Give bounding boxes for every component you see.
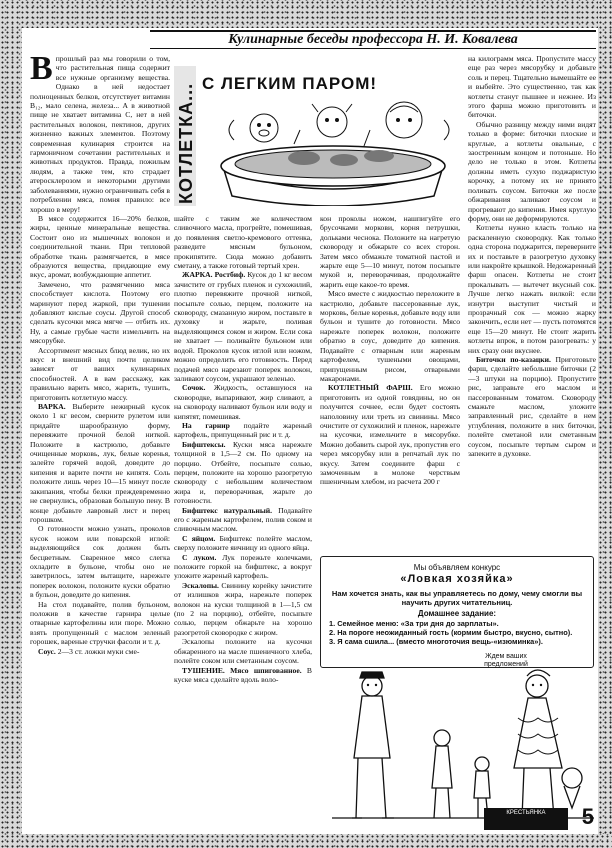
subheading: ВАРКА.: [38, 402, 66, 412]
paragraph: Подавайте его с жареным картофелем, полив соком и сливочным маслом.: [174, 505, 312, 534]
article-column-1: [30, 54, 170, 824]
subheading: КОТЛЕТНЫЙ ФАРШ.: [328, 383, 413, 393]
speckled-border-left: [0, 0, 22, 848]
cooking-pot-illustration: [204, 100, 462, 206]
subheading: Эскалопы.: [182, 580, 219, 590]
contest-announcement: [318, 554, 596, 834]
contest-task-label: Домашнее задание:: [417, 609, 497, 618]
contest-task-item: 3. Я сама сшила... (вместо многоточия вещь-«изюминка»).: [329, 637, 543, 646]
subheading: Бифштексы.: [182, 439, 226, 449]
page-number: 5: [581, 804, 594, 829]
paragraph: Выберите нежирный кусок около 1 кг весом, сверните рулетом или придайте шарообразную форму, перевяжите прочной белой ниткой. Положите в кастрюлю, добавьте очищенные морковь, лук, белые коренья, залейте горячей водой, доведите до кипения и варите почти не кипятя. Соль положите лишь через 10—15 минут после закипания, чтобы белки преждевременно не свернулись, образовав большую пену. В конце добавьте лавровый лист и перец горошком.: [30, 402, 170, 524]
paragraph: шайте с таким же количеством сливочного масла, прогрейте, помешивая, до появления светло-кремового оттенка, разведите мясным бульоном, прокипятите. Сюда можно добавить сметану, а также готовый тертый хрен.: [174, 214, 312, 271]
paragraph: Ассортимент мясных блюд велик, но их вкус и внешний вид почти целиком зависят от ваших кулинарных способностей. А в вам расскажу, как правильно варить мясо, жарить, тушить, приготовить котлетную массу.: [30, 345, 170, 402]
paragraph: Котлеты нужно класть только на раскаленную сковородку. Как только одна сторона поджарится, переверните их и поставьте в разогретую духовку или накройте крышкой. Недожаренный фарш опасен. Котлеты не стоит прокалывать — вытечет вкусный сок. Лучше легко нажать вилкой: если изнутри выступит чистый и прозрачный сок — можно жарку закончить, если нет — пусть потомятся еще 15—20 минут. Не стоит жарить котлеты впрок, в потом разогревать: у них сразу они вкуснее.: [468, 223, 596, 355]
paragraph: В мясе содержится 16—20% белков, жиры, ценные минеральные вещества. Состоит оно из мышечных волокон и соединительной ткани. При тепловой обработке ткань размягчается, в мясе образуются вещества, придающие ему вкус, аромат, возбуждающие аппетит.: [30, 213, 170, 280]
vertical-title: КОТЛЕТКА...: [176, 82, 196, 204]
paragraph: прошлый раз мы говорили о том, что растительная пища содержит все нужные организму вещества. Однако в ней недостает полноценных белков, отсутствует витамин B₁₂, мало селена, железа... А в животной пище не хватает витамина C, нет в ней растительных волокон, пектинов, других жизненно важных элементов. Поэтому современная кулинария строится на гармоничном сочетании растительных и животных продуктов. Правда, пожилым людям, а также тем, кто страдает атеросклерозом и некоторыми другими заболеваниями, нужно ограничивать себя в потреблении мяса, помня правило: все хорошо в меру!: [30, 54, 170, 214]
paragraph: Лук порежьте колечками, положите горкой на бифштекс, а вокруг уложите жареный картофель.: [174, 552, 312, 581]
paragraph: кон проколы ножом, нашпигуйте его брусочками моркови, корня петрушки, дольками чеснока. Положите на нагретую сковороду и обжарьте со всех сторон. Затем мясо обмажьте томатной пастой и жарьте еще 5—10 минут, потом посыпьте мукой и, переворачивая, продолжайте жарить еще какое-то время.: [320, 214, 460, 289]
paragraph: Куски мяса нарежьте толщиной в 1,5—2 см. По одному на порцию. Отбейте, посыпьте солью, перцем, положите на хорошо разогретую сковороду с небольшим количеством жира и, переворачивая, жарьте до готовности.: [174, 439, 312, 506]
speckled-border-top: [0, 0, 612, 28]
contest-await-note: Ждем ваших предложений: [484, 653, 528, 668]
paragraph: Бифштекс полейте маслом, сверху положите яичницу из одного яйца.: [174, 533, 312, 553]
subheading: Биточки по-казацки.: [476, 355, 551, 364]
paragraph: Его можно приготовить из одной говядины, но он получится сочнее, если будет состоять наполовину или треть из свинины. Мясо очистите от сухожилий и пленок, нарежьте на кусочки, измельчите в мясорубке. Можно добавить сырой лук, пропустив его через мясорубку или в репчатый лук по вкусу. Затем соедините фарш с замоченным в молоке черствым пшеничным хлебом, из расчета 200 г: [320, 383, 460, 487]
subheading: ТУШЕНИЕ. Мясо шпигованное.: [182, 665, 302, 675]
subheading: Сочок.: [182, 383, 206, 393]
paragraph: Замечено, что размягчению мяса способствует кислота. Поэтому его маринуют перед жаркой, при тушении добавляют кислые соусы. Другой способ сделать кусочки мяса мягче — отбить их. Ну, а самые грубые части измельчить на мясорубке.: [30, 279, 170, 346]
feature-title-block: [174, 56, 464, 210]
article-column-2: [174, 214, 312, 826]
subheading: На гарнир: [182, 420, 230, 430]
subheading: ЖАРКА. Ростбиф.: [182, 270, 246, 280]
article-column-4: [468, 54, 596, 604]
contest-title: «Ловкая хозяйка»: [400, 573, 514, 585]
contest-task-item: 1. Семейное меню: «За три дня до зарплаты».: [329, 619, 499, 628]
section-header: Кулинарные беседы профессора Н. И. Ковалева: [150, 30, 596, 49]
paragraph: Свинину корейку зачистите от излишков жира, нарежьте поперек волокон на куски толщиной в 1—1,5 см (по 2 на порцию), отбейте, посыпьте солью, перцем обжарьте на хорошо разогретой сковородке с жиром.: [174, 580, 312, 637]
contest-intro-line: Мы объявляем конкурс: [413, 563, 501, 572]
paragraph: Жидкость, оставшуюся на сковородке, выпаривают, жир сливают, а на сковороду наливают бульон или воду и кипятят, помешивая.: [174, 383, 312, 421]
contest-box: [320, 556, 594, 668]
contest-task-list: [329, 619, 587, 646]
speckled-border-bottom: [0, 834, 612, 848]
paragraph: Обычно разницу между ними видят только в форме: биточки плоские и круглые, а котлеты овальные, с заостренным концом и потоньше. Но дело не только в этом. Котлеты должны иметь сухую поджаристую корочку, а потому их не принято поливать соусом. Биточки же после обжаривания заливают соусом и прогревают до кипения. Имея круглую форму, они не деформируются.: [468, 119, 596, 223]
paragraph: В куске мяса сделайте вдоль воло-: [174, 665, 312, 684]
paragraph: О готовности можно узнать, проколов кусок ножом или поварской иглой: выделяющийся сок должен быть бесцветным. Сваренное мясо слегка охладите в бульоне, чтобы оно не заветрилось, затем вытащите, нарежьте поперек волокон, положите куски обратно в бульон, доведите до кипения.: [30, 524, 170, 600]
paragraph: На стол подавайте, полив бульоном, положив в качестве гарнира целые отварные картофелины или пюре. Можно взять пропущенный с маслом зеленый горошек, вареные стручки фасоли и т. д.: [30, 599, 170, 647]
subheading: Соус.: [38, 646, 56, 656]
subheading: Бифштекс натуральный.: [182, 505, 273, 515]
paragraph: 2—3 ст. ложки муки сме-: [57, 646, 140, 656]
subheading: С луком.: [182, 552, 217, 562]
magazine-logo: КРЕСТЬЯНКА: [484, 808, 568, 830]
paragraph: Эскалопы положите на кусочки обжаренного на масле пшеничного хлеба, полейте соком или сметанным соусом.: [174, 637, 312, 666]
horizontal-title: С ЛЕГКИМ ПАРОМ!: [202, 74, 378, 93]
speckled-border-right: [598, 0, 612, 848]
paragraph: Приготовьте фарш, сделайте небольшие биточки (2—3 штуки на порцию). Пропустите рис, заправьте его маслом и пассерованным томатом. Сковороду смажьте маслом, уложите заправленный рис, сделайте в нем углубления, положите в них биточки, полейте сметаной или сметанным соусом, посыпьте тертым сыром и запеките в духовке.: [468, 355, 596, 459]
paragraph: подайте жареный картофель, припущенный рис и т. д.: [174, 420, 312, 440]
paragraph: Кусок до 1 кг весом зачистите от грубых пленок и сухожилий, плотно перевяжите прочной ниткой, посыпьте солью, перцем, положите на сковороду, смазанную жиром, поставьте в духовку и жарьте, поливая выделяющимся соком и жиром. Если сока не хватает — поливайте бульоном или водой. Проколов кусок иглой или ножом, можно определить его готовность. Перед подачей мясо нарезают поперек волокон, заливают соусом, украшают зеленью.: [174, 270, 312, 383]
subheading: С яйцом.: [182, 533, 216, 543]
contest-task-item: 2. На пороге неожиданный гость (кормим быстро, вкусно, сытно).: [329, 628, 573, 637]
magazine-page: [22, 28, 598, 834]
contest-description: Нам хочется знать, как вы управляетесь по дому, чему смогли вы научить других читательниц.: [331, 589, 583, 607]
drop-cap: В: [30, 54, 53, 87]
article-column-3: [320, 214, 460, 554]
paragraph: Мясо вместе с жидкостью переложите в кастрюлю, добавьте пассерованные лук, морковь, белые коренья, добавьте воду или бульон и тушите до готовности. Мясо нарежьте поперек волокон, положите обратно в соус, доведите до кипения. Подавайте с отварным или жареным картофелем, тушеными овощами, припущенным рисом, отварными макаронами.: [320, 289, 460, 383]
paragraph: на килограмм мяса. Пропустите массу еще раз через мясорубку и добавьте соль и перец. Тщательно вымешайте ее и выбейте. Это существенно, так как котлеты станут пышнее и нежнее. Из этого фарша можно приготовить и биточки.: [468, 54, 596, 120]
